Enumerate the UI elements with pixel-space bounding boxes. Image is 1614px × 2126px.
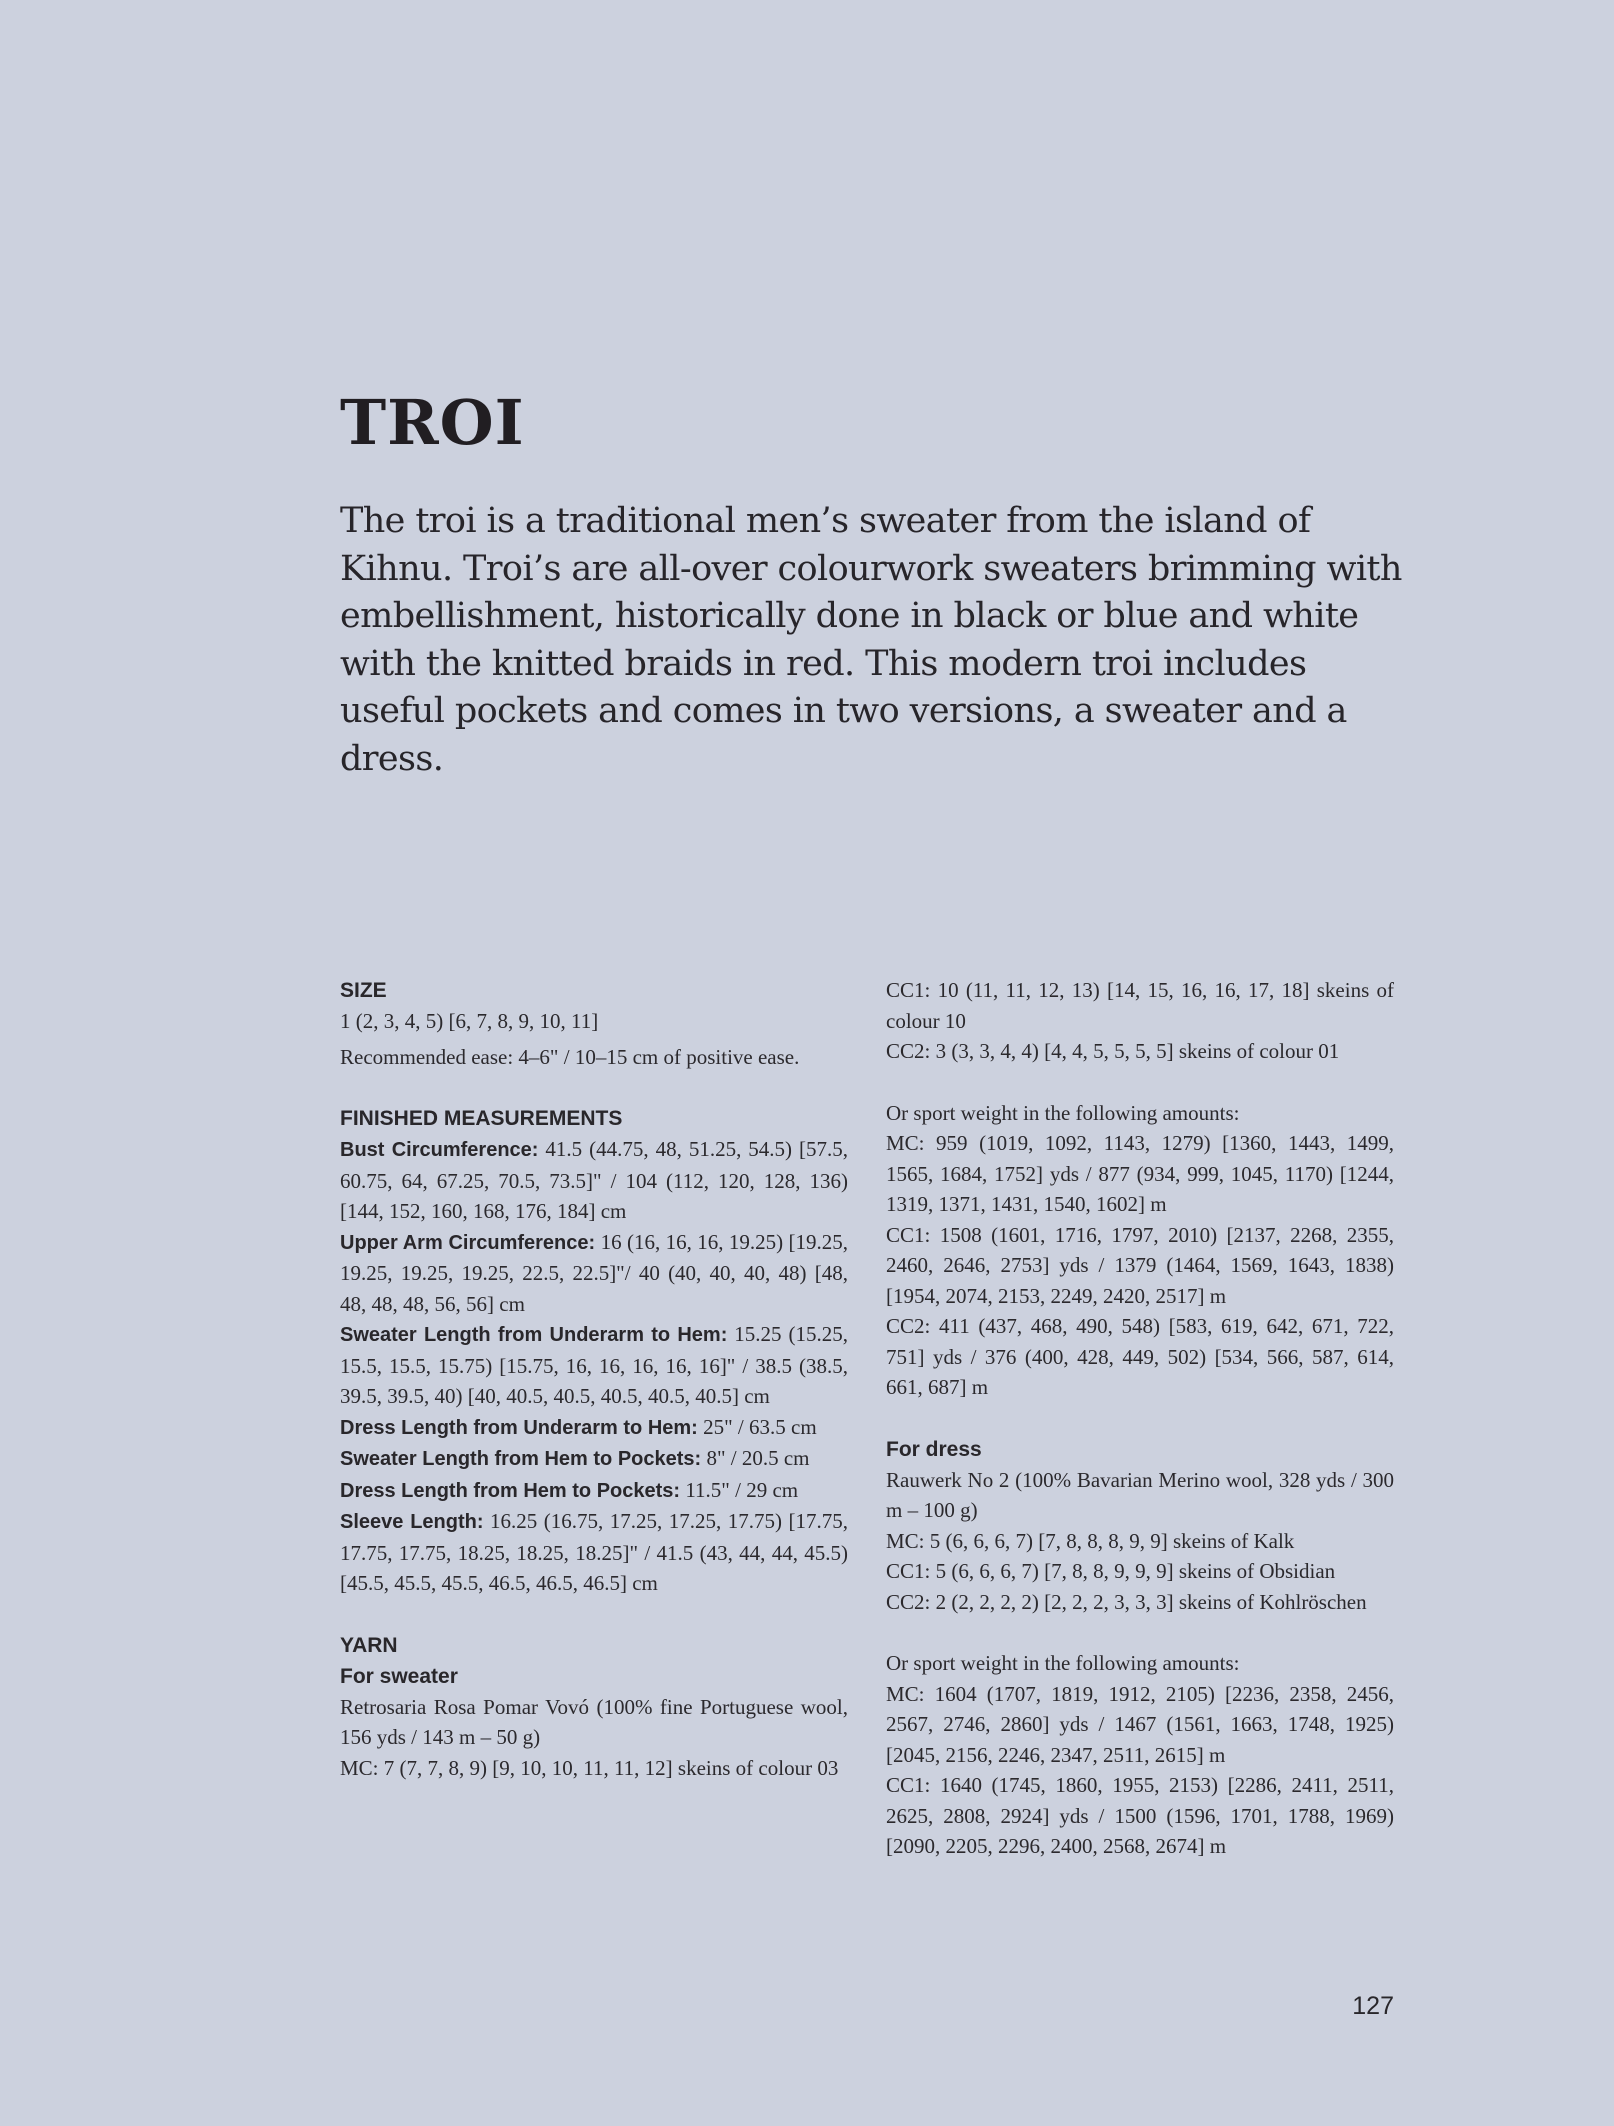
yarn-heading: YARN: [340, 1633, 398, 1657]
measurement-value: 16 (16, 16, 16, 19.25) [19.25, 19.25, 19.25, 19.25, 22.5, 22.5]"/ 40 (40, 40, 40, 48) [48, 48, 48, 48, 56, 56] cm: [340, 1229, 848, 1316]
measurement-value: 16.25 (16.75, 17.25, 17.25, 17.75) [17.75, 17.75, 17.75, 18.25, 18.25, 18.25]" / 41.5 (43, 44, 44, 45.5) [45.5, 45.5, 45.5, 46.5, 46.5, 46.5] cm: [340, 1509, 848, 1595]
measurement-label: Dress Length from Hem to Pockets:: [340, 1479, 681, 1502]
page-title: TROI: [340, 386, 525, 459]
sweater-cc1: CC1: 10 (11, 11, 12, 13) [14, 15, 16, 16, 17, 18] skeins of colour 10: [886, 978, 1394, 1033]
left-column: [340, 975, 848, 1783]
measurement-item: [340, 1319, 848, 1412]
measurement-label: Sweater Length from Underarm to Hem:: [340, 1324, 728, 1346]
sweater-yarn-desc: Retrosaria Rosa Pomar Vovó (100% fine Portuguese wool, 156 yds / 143 m – 50 g): [340, 1694, 848, 1749]
dress-sport-cc1: CC1: 1640 (1745, 1860, 1955, 2153) [2286, 2411, 2511, 2625, 2808, 2924] yds / 1500 (1596, 1701, 1788, 1969) [2090, 2205, 2296, 2400, 2568, 2674] m: [886, 1773, 1394, 1858]
sweater-cc2: CC2: 3 (3, 3, 4, 4) [4, 4, 5, 5, 5, 5] skeins of colour 01: [886, 1039, 1340, 1063]
dress-sport-mc: MC: 1604 (1707, 1819, 1912, 2105) [2236, 2358, 2456, 2567, 2746, 2860] yds / 1467 (1561, 1663, 1748, 1925) [2045, 2156, 2246, 2347, 2511, 2615] m: [886, 1681, 1394, 1767]
dress-cc2: CC2: 2 (2, 2, 2, 2) [2, 2, 2, 3, 3, 3] skeins of Kohlröschen: [886, 1589, 1367, 1614]
dress-cc1: CC1: 5 (6, 6, 6, 7) [7, 8, 8, 9, 9, 9] skeins of Obsidian: [886, 1559, 1336, 1583]
sweater-yarn-heading: For sweater: [340, 1664, 458, 1688]
measurement-item: [340, 1134, 848, 1227]
measurement-item: [340, 1412, 848, 1444]
dress-yarn-heading: For dress: [886, 1437, 982, 1461]
measurements-heading: FINISHED MEASUREMENTS: [340, 1107, 623, 1130]
measurement-label: Upper Arm Circumference:: [340, 1231, 596, 1254]
size-heading: SIZE: [340, 979, 387, 1002]
dress-sport-intro: Or sport weight in the following amounts:: [886, 1651, 1240, 1675]
sweater-mc: MC: 7 (7, 7, 8, 9) [9, 10, 10, 11, 11, 12] skeins of colour 03: [340, 1755, 839, 1780]
ease-text: Recommended ease: 4–6" / 10–15 cm of positive ease.: [340, 1044, 800, 1069]
measurement-label: Sweater Length from Hem to Pockets:: [340, 1448, 702, 1470]
measurement-item: [340, 1443, 848, 1475]
right-column: [886, 975, 1394, 1862]
measurement-value: 25" / 63.5 cm: [697, 1414, 817, 1439]
measurement-label: Bust Circumference:: [340, 1139, 539, 1161]
sweater-sport-intro: Or sport weight in the following amounts:: [886, 1100, 1240, 1125]
measurement-value: 15.25 (15.25, 15.5, 15.5, 15.75) [15.75, 16, 16, 16, 16, 16]" / 38.5 (38.5, 39.5, 39.5, 40) [40, 40.5, 40.5, 40.5, 40.5, 40.5] cm: [340, 1322, 848, 1408]
measurement-value: 11.5" / 29 cm: [680, 1477, 799, 1502]
measurement-label: Sleeve Length:: [340, 1511, 484, 1533]
size-list: 1 (2, 3, 4, 5) [6, 7, 8, 9, 10, 11]: [340, 1009, 599, 1033]
intro-paragraph: The troi is a traditional men’s sweater from the island of Kihnu. Troi’s are all-over colourwork sweaters brimming with embellishment, historically done in black or blue and white with the knitted braids in red. This modern troi includes useful pockets and comes in two versions, a sweater and a dress.: [340, 501, 1402, 779]
measurement-value: 41.5 (44.75, 48, 51.25, 54.5) [57.5, 60.75, 64, 67.25, 70.5, 73.5]" / 104 (112, 120, 128, 136) [144, 152, 160, 168, 176, 184] cm: [340, 1137, 849, 1223]
sweater-sport-cc1: CC1: 1508 (1601, 1716, 1797, 2010) [2137, 2268, 2355, 2460, 2646, 2753] yds / 1379 (1464, 1569, 1643, 1838) [1954, 2074, 2153, 2249, 2420, 2517] m: [886, 1222, 1394, 1308]
page-number: 127: [1352, 1992, 1394, 2020]
sweater-sport-mc: MC: 959 (1019, 1092, 1143, 1279) [1360, 1443, 1499, 1565, 1684, 1752] yds / 877 (934, 999, 1045, 1170) [1244, 1319, 1371, 1431, 1540, 1602] m: [886, 1131, 1394, 1216]
measurement-value: 8" / 20.5 cm: [701, 1446, 810, 1470]
measurement-label: Dress Length from Underarm to Hem:: [340, 1416, 698, 1439]
measurement-item: [340, 1227, 848, 1320]
sweater-sport-cc2: CC2: 411 (437, 468, 490, 548) [583, 619, 642, 671, 722, 751] yds / 376 (400, 428, 449, 502) [534, 566, 587, 614, 661, 687] m: [886, 1314, 1394, 1399]
measurement-item: [340, 1506, 848, 1599]
measurement-item: [340, 1475, 848, 1507]
dress-mc: MC: 5 (6, 6, 6, 7) [7, 8, 8, 8, 9, 9] skeins of Kalk: [886, 1528, 1295, 1553]
dress-yarn-desc: Rauwerk No 2 (100% Bavarian Merino wool, 328 yds / 300 m – 100 g): [886, 1467, 1394, 1522]
